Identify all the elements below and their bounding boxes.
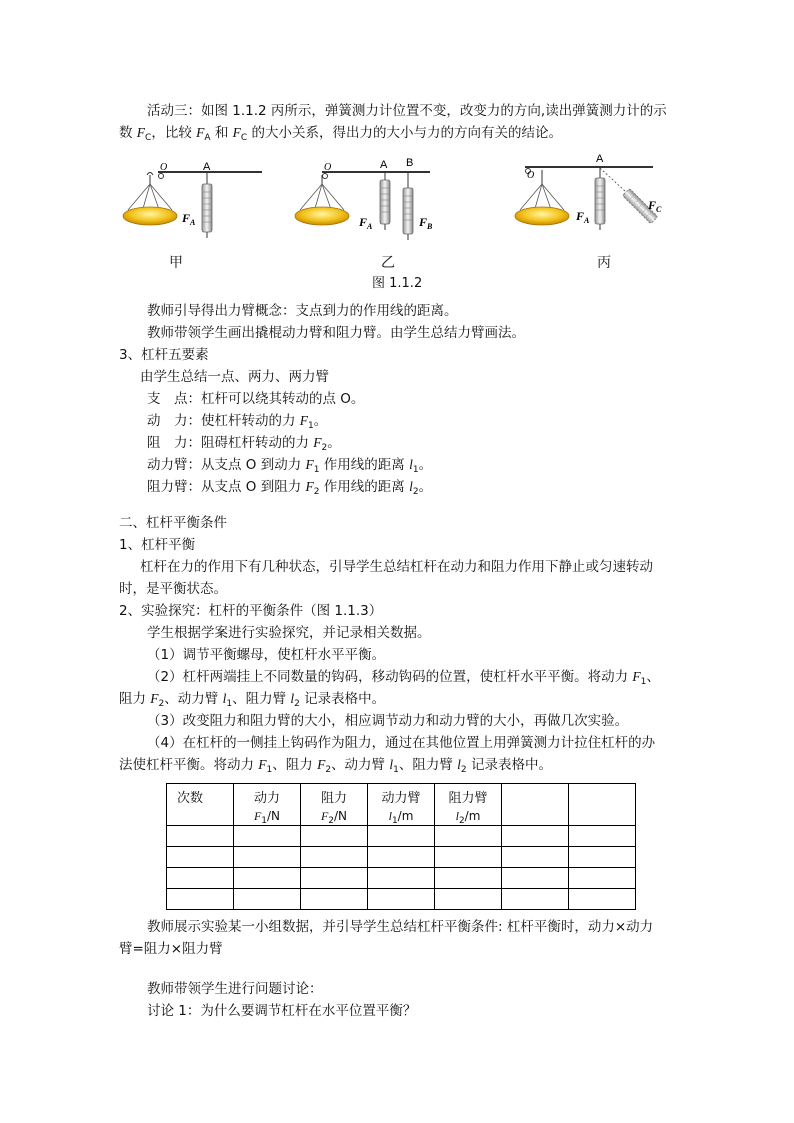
- point-a-yi: A: [380, 159, 388, 171]
- point-a-bing: A: [596, 153, 604, 165]
- section3-intro: 由学生总结一点、两力、两力臂: [140, 369, 329, 385]
- discussion-intro: 教师带领学生进行问题讨论：: [147, 981, 323, 997]
- pivot-o-yi: O: [324, 162, 332, 173]
- part2-p2: 学生根据学案进行实验探究，并记录相关数据。: [147, 625, 431, 641]
- diagram-yi: [295, 157, 433, 240]
- table-row: [167, 889, 636, 910]
- header-effort-arm: 动力臂 $l_1/m$: [368, 784, 435, 826]
- fb-label-yi: F: [419, 215, 428, 229]
- section3-title: 3、杠杆五要素: [119, 347, 209, 363]
- point-a-jia: A: [203, 161, 211, 173]
- fa-label-bing: F: [576, 209, 585, 223]
- header-effort: 动力 $F_1/N$: [234, 784, 301, 826]
- step-4a: （4）在杠杆的一侧挂上钩码作为阻力，通过在其他位置上用弹簧测力计拉住杠杆的办: [147, 735, 656, 751]
- part2-title: 二、杠杆平衡条件: [119, 515, 227, 531]
- step-2b: 阻力 $F_2$、动力臂 $l_1$、阻力臂 $l_2$ 记录表格中。: [119, 691, 386, 709]
- label-yi: 乙: [381, 255, 395, 271]
- pivot-o-jia: O: [160, 162, 168, 173]
- step-1: （1）调节平衡螺母，使杠杆水平平衡。: [147, 647, 386, 663]
- fc-label-bing: F: [648, 198, 657, 212]
- header-load-arm: 阻力臂 $l_2/m$: [435, 784, 502, 826]
- label-jia: 甲: [169, 255, 183, 271]
- load-def: 阻 力：阻碍杠杆转动的力 $F_2$。: [147, 435, 341, 453]
- label-bing: 丙: [597, 255, 611, 271]
- part2-sub2: 2、实验探究：杠杆的平衡条件（图 1.1.3）: [119, 603, 383, 619]
- teacher-note-1: 教师引导得出力臂概念：支点到力的作用线的距离。: [147, 303, 458, 319]
- part2-sub1: 1、杠杆平衡: [119, 537, 196, 553]
- header-blank-2: [569, 784, 636, 826]
- table-row: [167, 868, 636, 889]
- fa-label-yi: F: [359, 215, 368, 229]
- step-4b: 法使杠杆平衡。将动力 $F_1$、阻力 $F_2$、动力臂 $l_1$、阻力臂 $l_2$ 记录表格中。: [119, 757, 552, 775]
- load-arm-def: 阻力臂：从支点 O 到阻力 $F_2$ 作用线的距离 $l_2$。: [147, 479, 433, 497]
- svg-text:A: A: [584, 216, 590, 225]
- step-3: （3）改变阻力和阻力臂的大小，相应调节动力和动力臂的大小，再做几次实验。: [147, 713, 629, 729]
- svg-text:B: B: [427, 222, 433, 231]
- svg-text:C: C: [656, 205, 662, 214]
- svg-text:A: A: [367, 222, 373, 231]
- step-2a: （2）杠杆两端挂上不同数量的钩码，移动钩码的位置，使杠杆水平平衡。将动力 $F_1$、: [147, 669, 660, 687]
- effort-def: 动 力：使杠杆转动的力 $F_1$。: [147, 413, 328, 431]
- discussion-q1: 讨论 1：为什么要调节杠杆在水平位置平衡？: [147, 1003, 417, 1019]
- table-header-row: [167, 784, 636, 826]
- table-row: [167, 826, 636, 847]
- activity3-line2: 数 $F_C$，比较 $F_A$ 和 $F_C$ 的大小关系，得出力的大小与力的方向有关的结论。: [119, 125, 562, 143]
- activity3-line1: 活动三：如图 1.1.2 丙所示，弹簧测力计位置不变，改变力的方向,读出弹簧测力计的示: [147, 103, 667, 119]
- teacher-note-2: 教师带领学生画出撬棍动力臂和阻力臂。由学生总结力臂画法。: [147, 325, 525, 341]
- conclusion-a: 教师展示实验某一小组数据，并引导学生总结杠杆平衡条件: 杠杆平衡时，动力×动力: [147, 919, 654, 935]
- conclusion-b: 臂=阻力×阻力臂: [119, 941, 223, 957]
- part2-p1a: 杠杆在力的作用下有几种状态，引导学生总结杠杆在动力和阻力作用下静止或匀速转动: [140, 559, 653, 575]
- fulcrum-def: 支 点：杠杆可以绕其转动的点 O。: [147, 391, 365, 407]
- diagram-bing: [515, 153, 662, 230]
- part2-p1b: 时，是平衡状态。: [119, 581, 227, 597]
- data-table: [166, 783, 636, 910]
- diagram-jia: [123, 161, 262, 238]
- point-b-yi: B: [406, 157, 414, 169]
- table-row: [167, 847, 636, 868]
- header-load: 阻力 $F_2/N$: [301, 784, 368, 826]
- pivot-o-bing: O: [527, 170, 535, 181]
- figure-caption: 图 1.1.2: [372, 276, 423, 291]
- effort-arm-def: 动力臂：从支点 O 到动力 $F_1$ 作用线的距离 $l_1$。: [147, 457, 433, 475]
- header-blank-1: [502, 784, 569, 826]
- header-count: 次数: [167, 784, 234, 826]
- fa-label-jia: F: [182, 211, 191, 225]
- svg-text:A: A: [190, 218, 196, 227]
